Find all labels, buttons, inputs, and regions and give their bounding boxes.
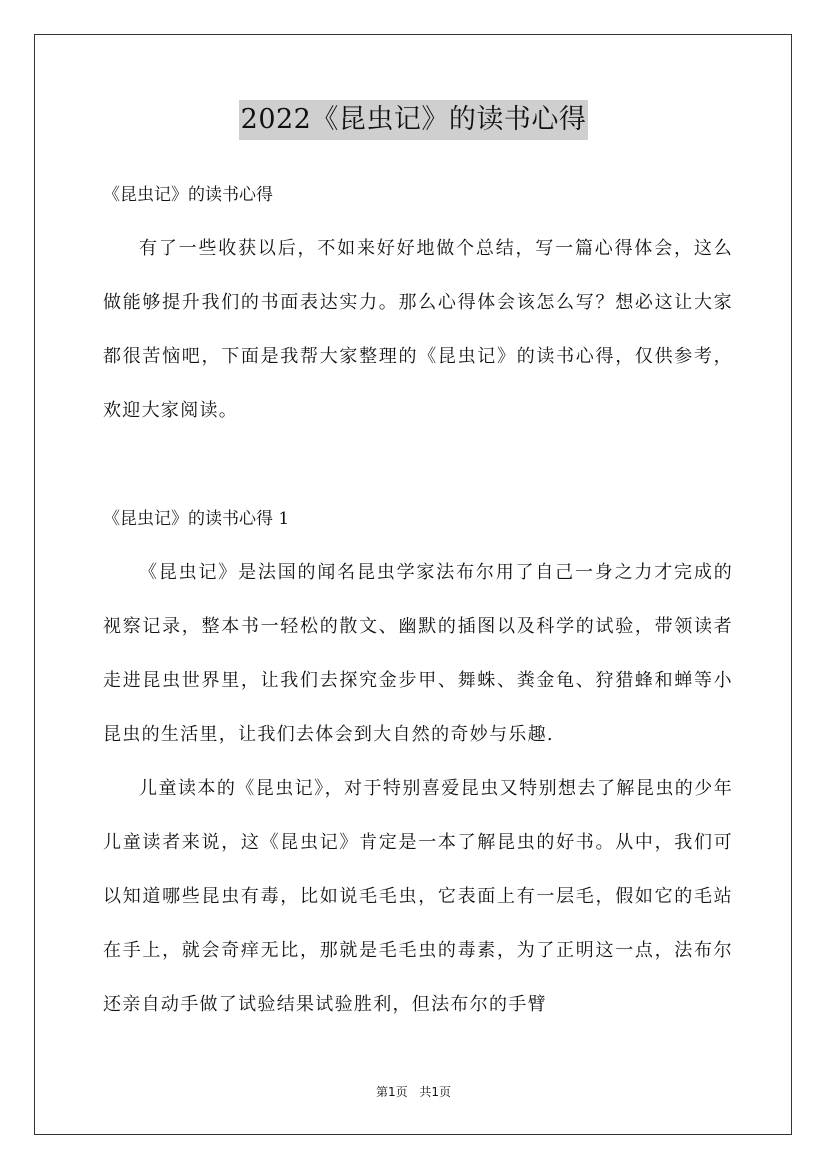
title-container <box>0 100 827 140</box>
intro-paragraph: 有了一些收获以后，不如来好好地做个总结，写一篇心得体会，这么做能够提升我们的书面表达实力。那么心得体会该怎么写？想必这让大家都很苦恼吧，下面是我帮大家整理的《昆虫记》的读书心得，仅供参考，欢迎大家阅读。 <box>103 238 733 421</box>
document-subtitle: 《昆虫记》的读书心得 <box>103 185 273 205</box>
section-heading: 《昆虫记》的读书心得 1 <box>103 509 290 529</box>
blank-line <box>103 438 733 492</box>
section-paragraph-2: 儿童读本的《昆虫记》，对于特别喜爱昆虫又特别想去了解昆虫的少年儿童读者来说，这《昆虫记》肯定是一本了解昆虫的好书。从中，我们可以知道哪些昆虫有毒，比如说毛毛虫，它表面上有一层毛，假如它的毛站在手上，就会奇痒无比，那就是毛毛虫的毒素，为了正明这一点，法布尔还亲自动手做了试验结果试验胜利，但法布尔的手臂 <box>103 778 733 1015</box>
page-number-current: 第1页 <box>375 1085 408 1099</box>
document-title: 2022《昆虫记》的读书心得 <box>239 100 589 140</box>
section-paragraph-1: 《昆虫记》是法国的闻名昆虫学家法布尔用了自己一身之力才完成的视察记录，整本书一轻松的散文、幽默的插图以及科学的试验，带领读者走进昆虫世界里，让我们去探究金步甲、舞蛛、粪金龟、狩猎蜂和蝉等小昆虫的生活里，让我们去体会到大自然的奇妙与乐趣. <box>103 562 733 745</box>
page-number-total: 共1页 <box>419 1085 452 1099</box>
page-footer <box>0 1083 827 1100</box>
document-body <box>103 168 733 1032</box>
